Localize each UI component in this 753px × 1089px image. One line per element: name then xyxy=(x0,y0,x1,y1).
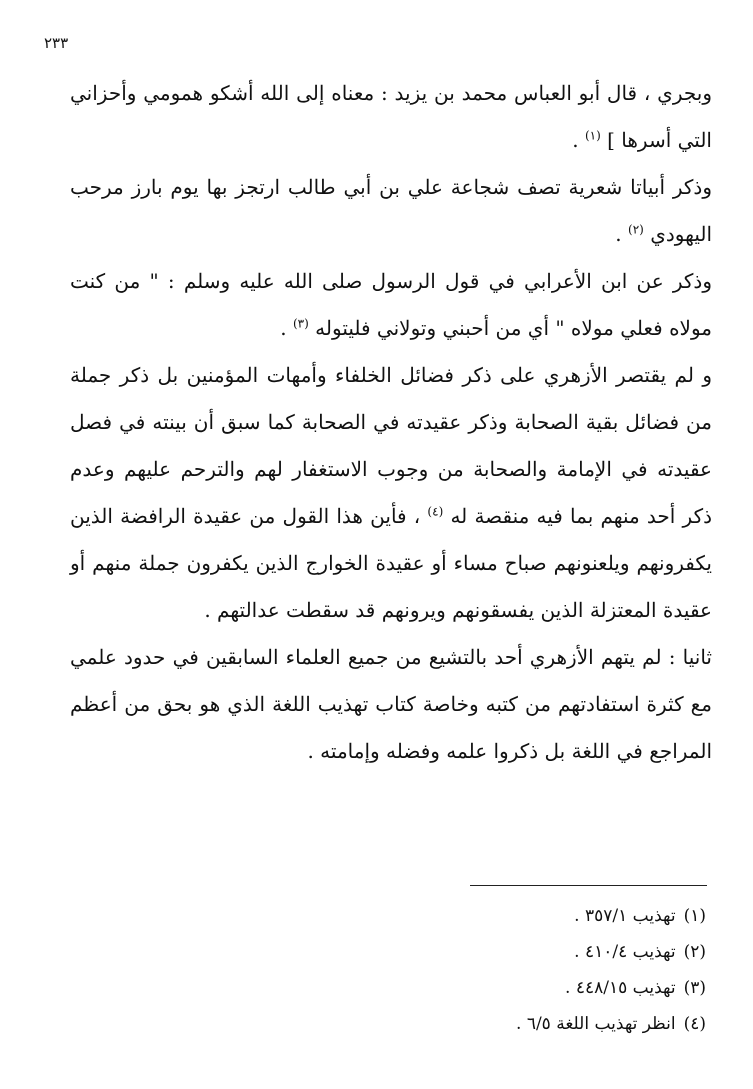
page-number: ٢٣٣ xyxy=(44,34,69,52)
paragraph-tail: ، فأين هذا القول من عقيدة الرافضة الذين يكفرونهم ويلعنونهم صباح مساء أو عقيدة الخوارج الذين يكفرون جملة منهم أو عقيدة المعتزلة الذين يفسقونهم ويرونهم قد سقطت عدالتهم . xyxy=(70,504,712,622)
footnote-divider xyxy=(470,885,707,886)
paragraph-text: و لم يقتصر الأزهري على ذكر فضائل الخلفاء وأمهات المؤمنين بل ذكر جملة من فضائل بقية الصحابة وذكر عقيدته في الصحابة كما سبق أن بينته في فصل عقيدته في الإمامة والصحابة من وجوب الاستغفار لهم والترحم عليهم وعدم ذكر أحد منهم بما فيه منقصة له xyxy=(70,363,712,528)
footnote xyxy=(200,898,706,934)
footnote-number: (٤) xyxy=(683,1014,706,1034)
footnotes-list xyxy=(200,898,706,1042)
paragraph-tail: . xyxy=(572,128,579,152)
footnote xyxy=(200,970,706,1006)
paragraph-text: وذكر عن ابن الأعرابي في قول الرسول صلى الله عليه وسلم : " من كنت مولاه فعلي مولاه " أي من أحبني وتولاني فليتوله xyxy=(70,269,712,340)
footnote-text: تهذيب ٤١٠/٤ . xyxy=(574,942,676,962)
footnote-reference: (٣) xyxy=(292,316,309,331)
footnote-number: (٢) xyxy=(683,942,706,962)
main-text xyxy=(70,70,712,775)
footnote-text: تهذيب ٣٥٧/١ . xyxy=(574,906,676,926)
footnote-number: (٣) xyxy=(683,978,706,998)
paragraph xyxy=(70,164,712,258)
footnote-text: انظر تهذيب اللغة ٦/٥ . xyxy=(516,1014,676,1034)
paragraph xyxy=(70,352,712,634)
footnote-text: تهذيب ٤٤٨/١٥ . xyxy=(565,978,676,998)
paragraph xyxy=(70,634,712,775)
paragraph-tail: . xyxy=(615,222,622,246)
footnote xyxy=(200,934,706,970)
paragraph xyxy=(70,70,712,164)
paragraph-text: ثانيا : لم يتهم الأزهري أحد بالتشيع من جميع العلماء السابقين في حدود علمي مع كثرة استفادتهم من كتبه وخاصة كتاب تهذيب اللغة الذي هو بحق من أعظم المراجع في اللغة بل ذكروا علمه وفضله وإمامته . xyxy=(70,645,712,763)
paragraph-text: وبجري ، قال أبو العباس محمد بن يزيد : معناه إلى الله أشكو همومي وأحزاني التي أسرها ] xyxy=(70,81,712,152)
paragraph-text: وذكر أبياتا شعرية تصف شجاعة علي بن أبي طالب ارتجز بها يوم بارز مرحب اليهودي xyxy=(70,175,712,246)
paragraph xyxy=(70,258,712,352)
footnote-reference: (٤) xyxy=(427,504,444,519)
footnote-number: (١) xyxy=(683,906,706,926)
footnote-reference: (٢) xyxy=(628,222,644,237)
paragraph-tail: . xyxy=(280,316,287,340)
footnote xyxy=(200,1006,706,1042)
footnote-reference: (١) xyxy=(584,128,601,143)
